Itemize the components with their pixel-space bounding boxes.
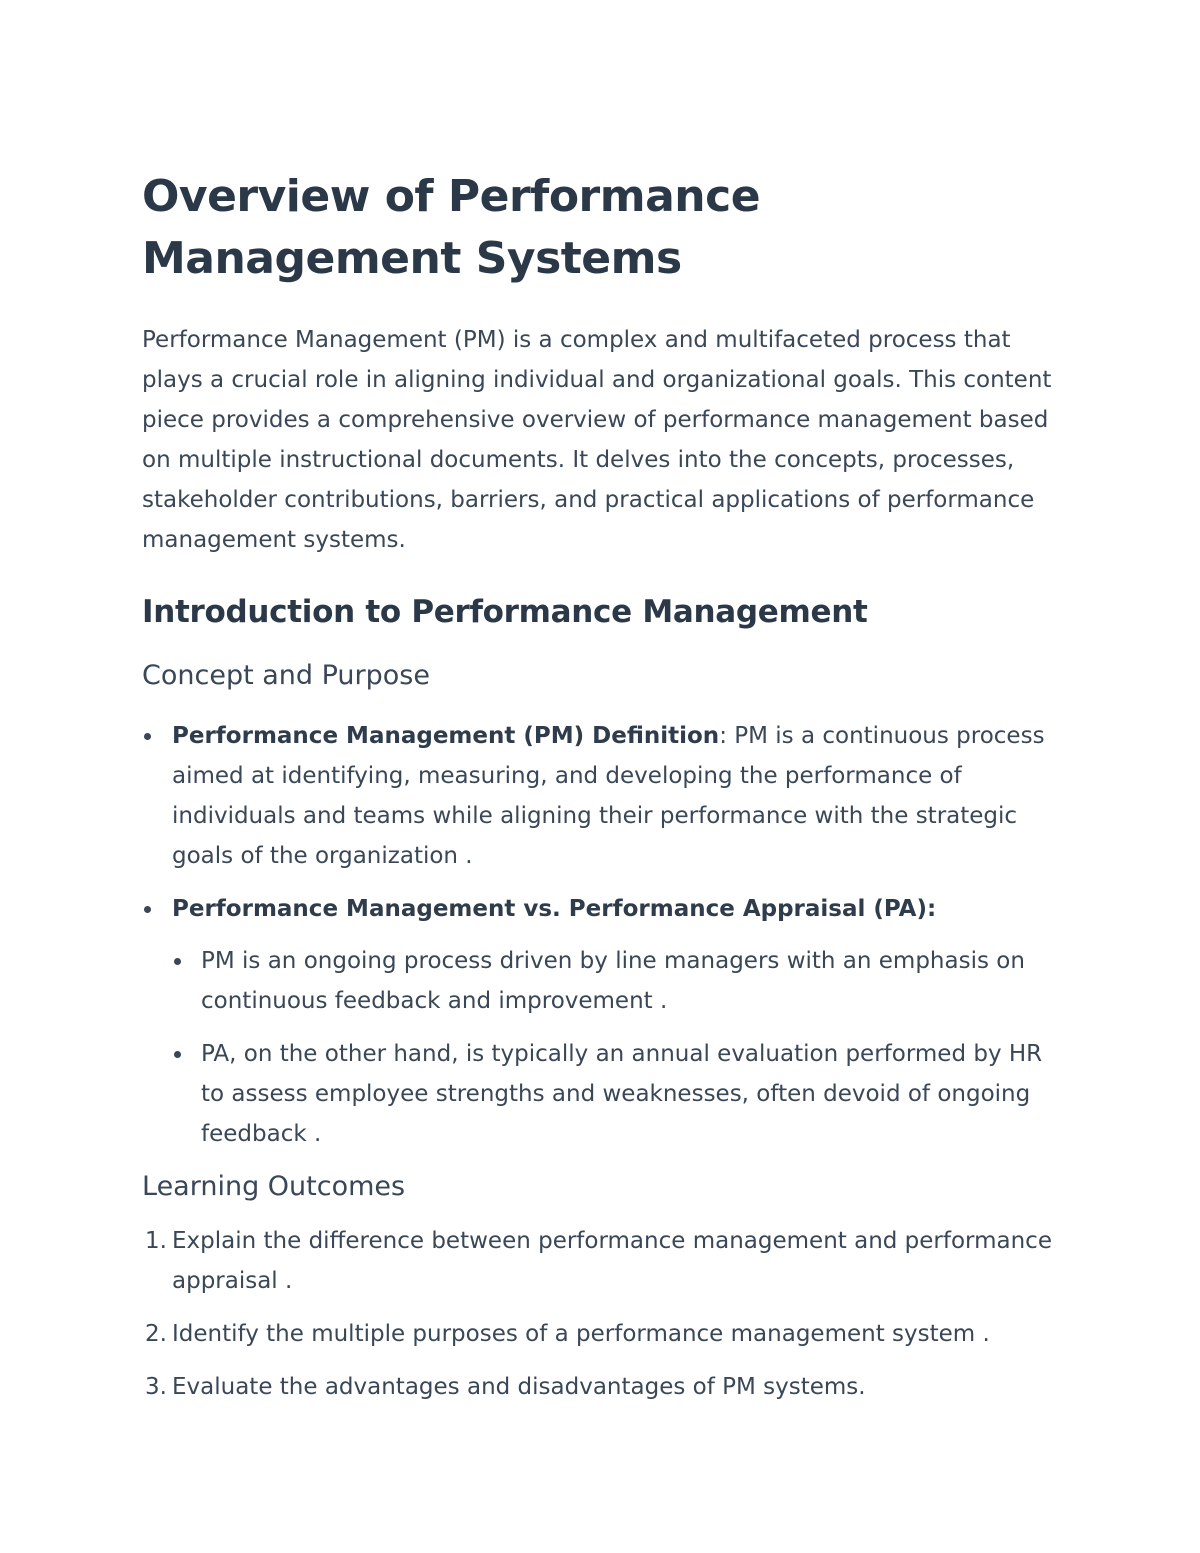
outcome-text: Explain the difference between performance management and performance appraisal .: [172, 1228, 1052, 1294]
subheading-learning-outcomes: Learning Outcomes: [142, 1171, 406, 1202]
pm-vs-pa-label: Performance Management vs. Performance Appraisal (PA): [172, 896, 927, 922]
outcome-text: Identify the multiple purposes of a performance management system .: [172, 1321, 990, 1347]
pm-definition-label: Performance Management (PM) Definition: [172, 723, 720, 749]
pm-vs-pa-sub-list: [172, 941, 1062, 1154]
list-item-pm-vs-pa: [142, 889, 1062, 1154]
outcome-number: 2.: [145, 1321, 167, 1347]
outcome-number: 3.: [145, 1374, 167, 1400]
sub-list-item-pm: PM is an ongoing process driven by line managers with an emphasis on continuous feedback and improvement .: [172, 941, 1062, 1021]
concept-bullet-list: [142, 716, 1062, 1154]
pm-vs-pa-colon: :: [926, 896, 937, 922]
outcome-item: [142, 1314, 1062, 1354]
section-heading-introduction: Introduction to Performance Management: [142, 594, 868, 630]
list-item-pm-definition: [142, 716, 1062, 876]
document-title: Overview of Performance Management Systems: [142, 171, 761, 284]
subheading-concept-purpose: Concept and Purpose: [142, 660, 430, 691]
sub-list-item-pa: PA, on the other hand, is typically an annual evaluation performed by HR to assess employee strengths and weaknesses, often devoid of ongoing feedback .: [172, 1034, 1062, 1154]
intro-paragraph: Performance Management (PM) is a complex and multifaceted process that plays a crucial role in aligning individual and organizational goals. This content piece provides a comprehensive overview of performance management based on multiple instructional documents. It delves into the concepts, processes, stakeholder contributions, barriers, and practical applications of performance management systems.: [142, 327, 1052, 553]
pm-definition-text: : PM is a continuous process aimed at identifying, measuring, and developing the performance of individuals and teams while aligning their performance with the strategic goals of the organization .: [172, 723, 1045, 869]
learning-outcomes-list: [142, 1221, 1062, 1407]
outcome-item: [142, 1367, 1062, 1407]
outcome-text: Evaluate the advantages and disadvantages of PM systems.: [172, 1374, 866, 1400]
outcome-item: [142, 1221, 1062, 1301]
document-page: [142, 166, 1062, 1420]
outcome-number: 1.: [145, 1228, 167, 1254]
